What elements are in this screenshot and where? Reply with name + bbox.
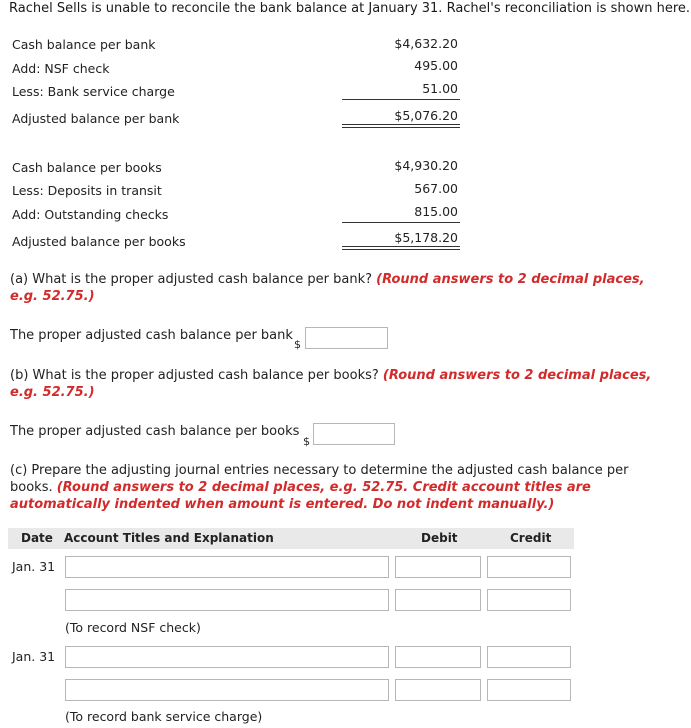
question-b-text: (b) What is the proper adjusted cash balance per books? xyxy=(10,368,383,383)
question-a xyxy=(10,271,670,305)
answer-a-input[interactable] xyxy=(305,327,388,349)
credit-input[interactable] xyxy=(487,556,571,578)
account-title-input[interactable] xyxy=(65,556,389,578)
question-b xyxy=(10,367,670,401)
debit-input[interactable] xyxy=(395,589,481,611)
book-row-label: Add: Outstanding checks xyxy=(12,207,169,222)
bank-row-label: Less: Bank service charge xyxy=(12,84,175,99)
answer-b-label: The proper adjusted cash balance per books xyxy=(10,424,300,439)
bank-row-amount: 495.00 xyxy=(414,58,458,73)
total-rule xyxy=(342,249,460,250)
bank-row-label: Add: NSF check xyxy=(12,61,110,76)
credit-input[interactable] xyxy=(487,646,571,668)
total-rule xyxy=(342,124,460,125)
bank-row-amount: $4,632.20 xyxy=(394,36,458,51)
credit-input[interactable] xyxy=(487,589,571,611)
debit-input[interactable] xyxy=(395,556,481,578)
subtotal-rule xyxy=(342,222,460,223)
header-date: Date xyxy=(21,531,53,545)
answer-a-currency: $ xyxy=(294,338,301,351)
book-row-label: Adjusted balance per books xyxy=(12,234,186,249)
bank-row-label: Cash balance per bank xyxy=(12,37,156,52)
book-row-label: Less: Deposits in transit xyxy=(12,183,162,198)
entry-date: Jan. 31 xyxy=(12,559,56,574)
book-row-amount: 815.00 xyxy=(414,204,458,219)
subtotal-rule xyxy=(342,99,460,100)
question-c xyxy=(10,462,670,513)
book-row-amount: 567.00 xyxy=(414,181,458,196)
header-credit: Credit xyxy=(510,531,552,545)
question-b-instruction: (Round answers to 2 decimal places, e.g. 52.75.) xyxy=(10,368,652,400)
question-c-instruction: (Round answers to 2 decimal places, e.g. 52.75. Credit account titles are automatically indented when amount is entered. Do not indent manually.) xyxy=(10,480,591,512)
entry-explanation: (To record NSF check) xyxy=(65,620,201,635)
question-c-text: (c) Prepare the adjusting journal entries necessary to determine the adjusted cash balance per books. xyxy=(10,463,629,495)
header-account: Account Titles and Explanation xyxy=(64,531,274,545)
bank-row-amount: 51.00 xyxy=(422,81,458,96)
book-row-amount: $4,930.20 xyxy=(394,158,458,173)
account-title-input[interactable] xyxy=(65,589,389,611)
total-rule xyxy=(342,246,460,247)
book-row-amount: $5,178.20 xyxy=(394,230,458,245)
total-rule xyxy=(342,127,460,128)
answer-a-label: The proper adjusted cash balance per bank xyxy=(10,328,293,343)
question-a-text: (a) What is the proper adjusted cash balance per bank? xyxy=(10,272,377,287)
bank-row-amount: $5,076.20 xyxy=(394,108,458,123)
book-row-label: Cash balance per books xyxy=(12,160,162,175)
debit-input[interactable] xyxy=(395,646,481,668)
intro-text: Rachel Sells is unable to reconcile the bank balance at January 31. Rachel's reconciliation is shown here. xyxy=(9,1,691,16)
answer-b-currency: $ xyxy=(303,435,310,448)
header-debit: Debit xyxy=(421,531,458,545)
answer-b-input[interactable] xyxy=(313,423,395,445)
bank-row-label: Adjusted balance per bank xyxy=(12,111,180,126)
credit-input[interactable] xyxy=(487,679,571,701)
question-a-instruction: (Round answers to 2 decimal places, e.g. 52.75.) xyxy=(10,272,645,304)
account-title-input[interactable] xyxy=(65,679,389,701)
entry-explanation: (To record bank service charge) xyxy=(65,709,263,724)
debit-input[interactable] xyxy=(395,679,481,701)
entry-date: Jan. 31 xyxy=(12,649,56,664)
account-title-input[interactable] xyxy=(65,646,389,668)
